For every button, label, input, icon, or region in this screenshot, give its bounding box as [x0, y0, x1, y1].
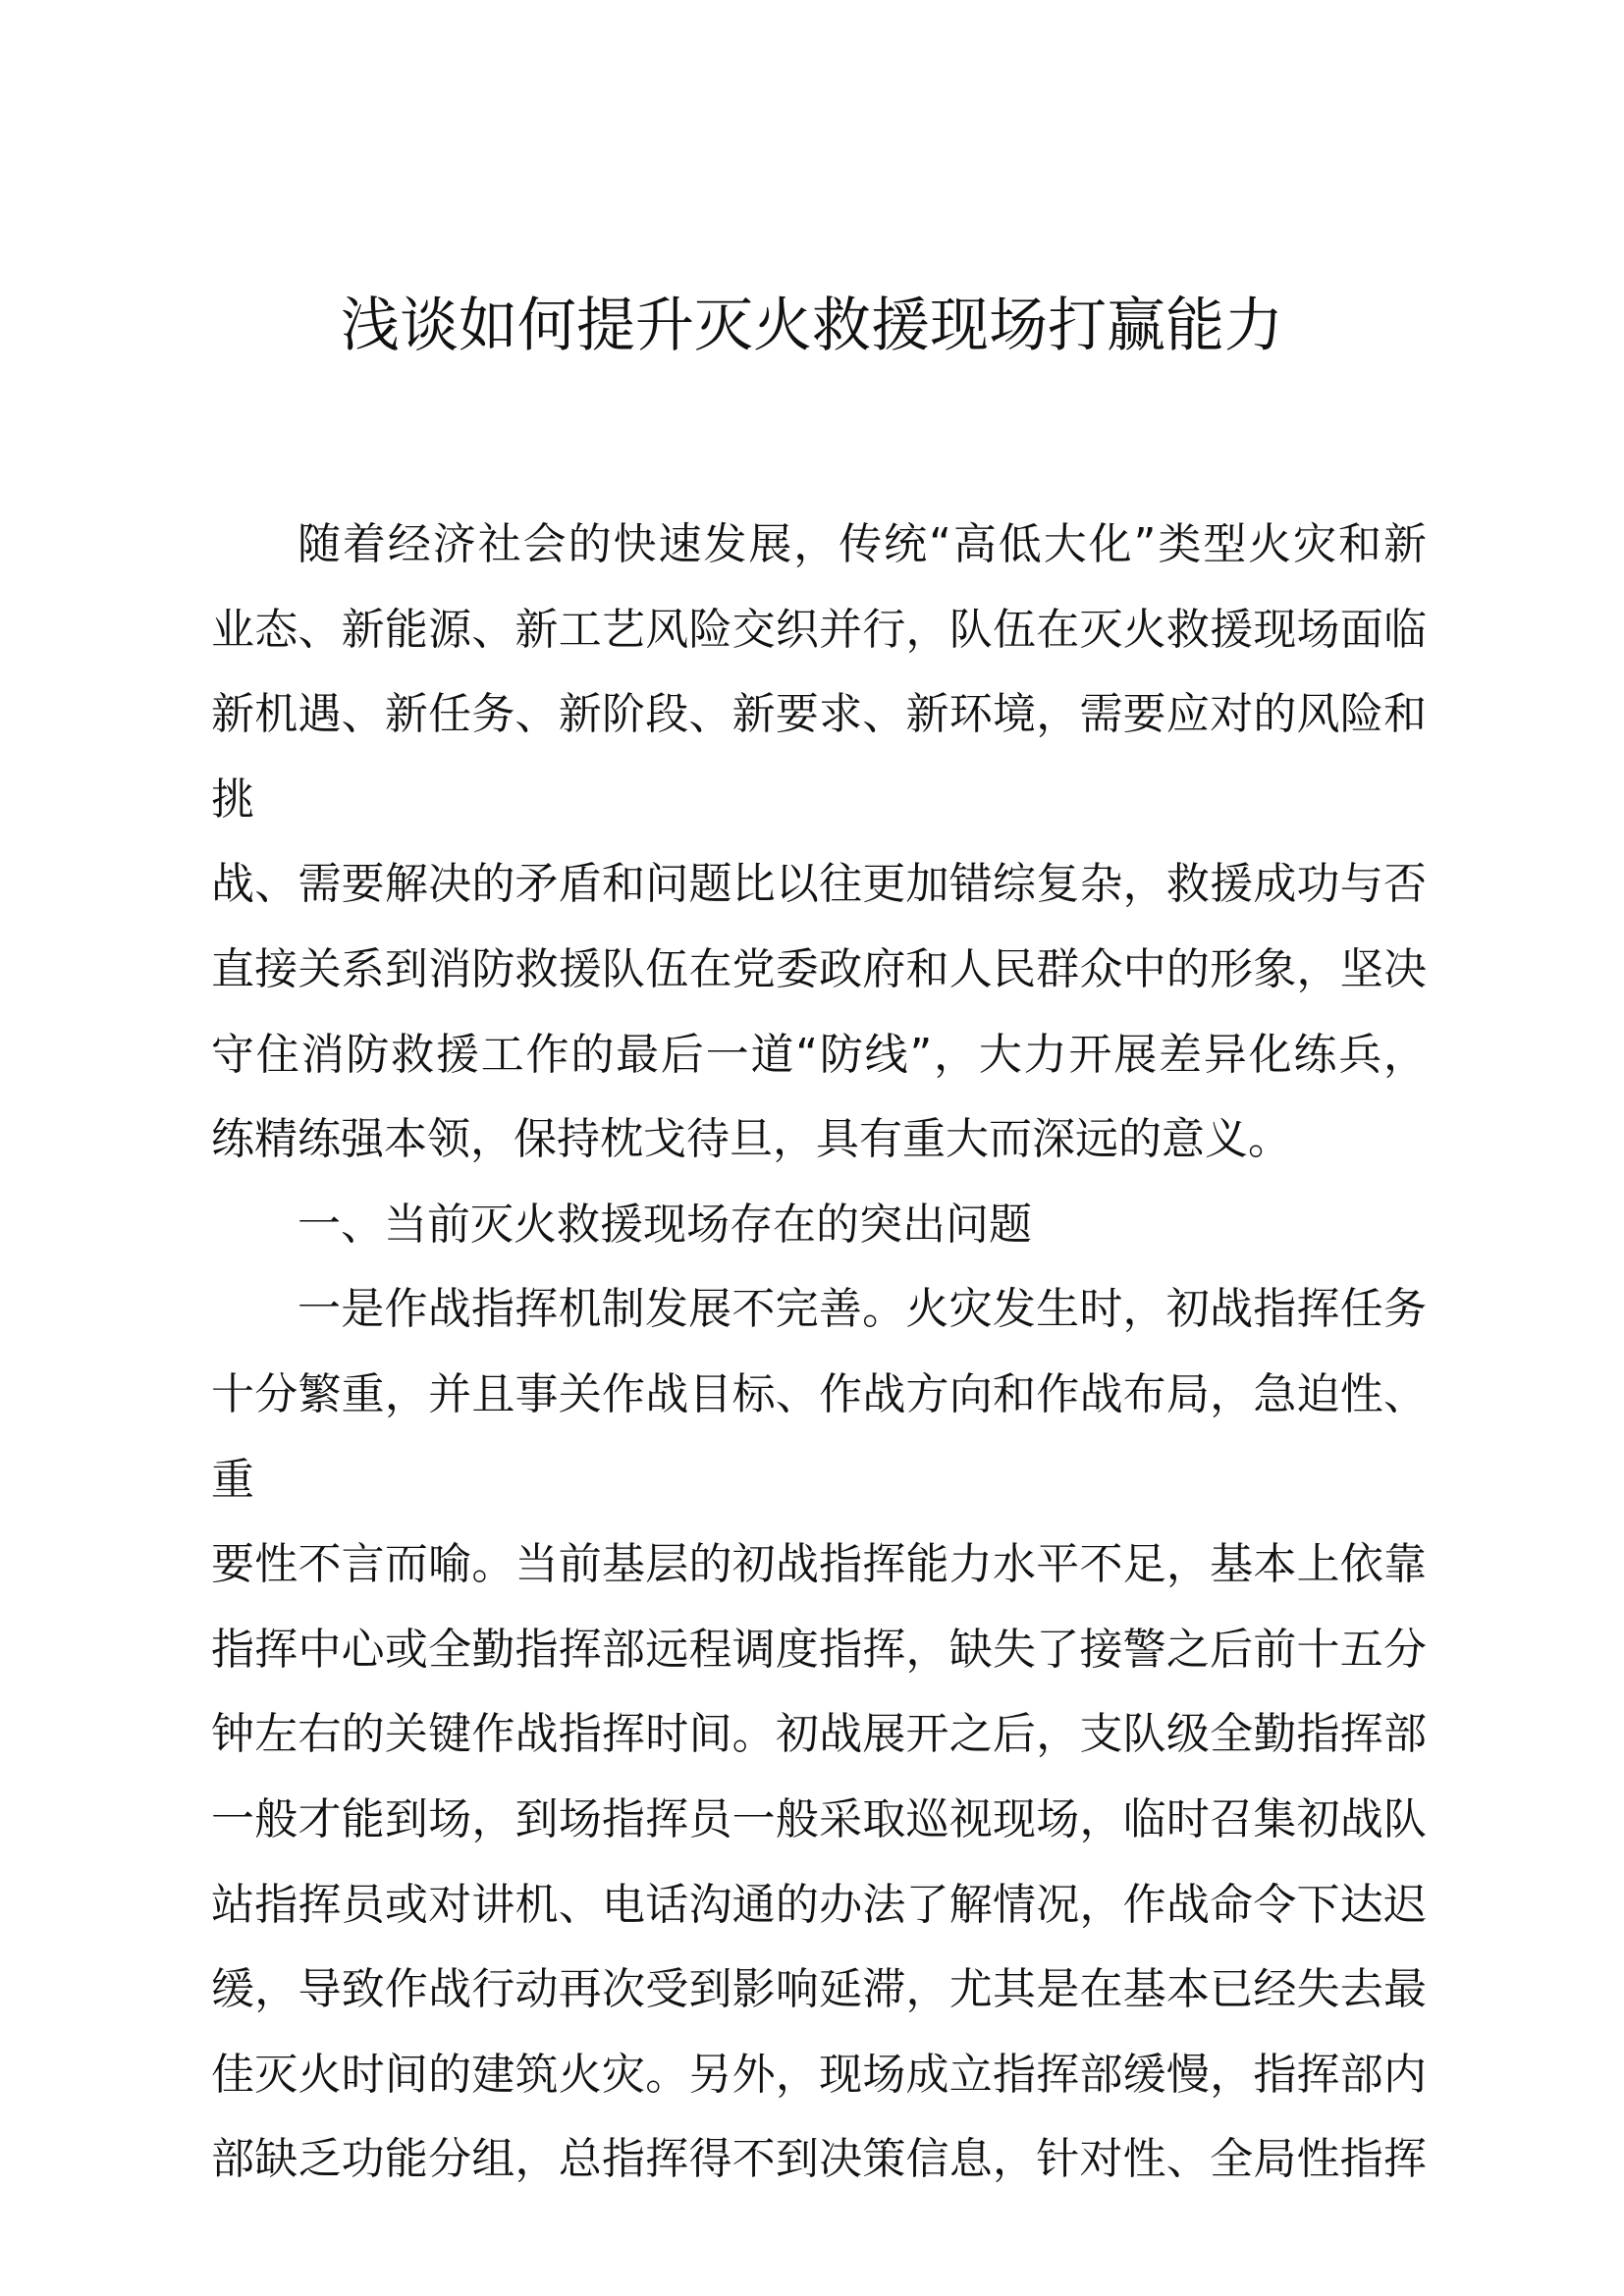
text-line: 直接关系到消防救援队伍在党委政府和人民群众中的形象，坚决 [211, 943, 1427, 994]
text-line: 部缺乏功能分组，总指挥得不到决策信息，针对性、全局性指挥 [211, 2134, 1427, 2185]
text-line: 要性不言而喻。当前基层的初战指挥能力水平不足，基本上依靠 [211, 1539, 1427, 1590]
document-body [211, 503, 1427, 2203]
text-line: 站指挥员或对讲机、电话沟通的办法了解情况，作战命令下达迟 [211, 1879, 1427, 1930]
text-line: 指挥中心或全勤指挥部远程调度指挥，缺失了接警之后前十五分 [211, 1624, 1427, 1675]
text-line: 十分繁重，并且事关作战目标、作战方向和作战布局，急迫性、重 [211, 1368, 1427, 1505]
text-line: 业态、新能源、新工艺风险交织并行，队伍在灭火救援现场面临 [211, 604, 1427, 655]
text-line: 佳灭火时间的建筑火灾。另外，现场成立指挥部缓慢，指挥部内 [211, 2049, 1427, 2100]
text-line: 钟左右的关键作战指挥时间。初战展开之后，支队级全勤指挥部 [211, 1709, 1427, 1760]
document-title: 浅谈如何提升灭火救援现场打赢能力 [341, 292, 1283, 360]
paragraph-command-mechanism [211, 1267, 1427, 2203]
text-line: 一是作战指挥机制发展不完善。火灾发生时，初战指挥任务 [298, 1284, 1427, 1335]
text-line: 一般才能到场，到场指挥员一般采取巡视现场，临时召集初战队 [211, 1793, 1427, 1844]
text-line: 练精练强本领，保持枕戈待旦，具有重大而深远的意义。 [211, 1114, 1291, 1165]
text-line: 新机遇、新任务、新阶段、新要求、新环境，需要应对的风险和挑 [211, 689, 1427, 825]
text-line: 随着经济社会的快速发展，传统“高低大化”类型火灾和新 [298, 519, 1427, 569]
text-line: 战、需要解决的矛盾和问题比以往更加错综复杂，救援成功与否 [211, 859, 1427, 910]
paragraph-intro [211, 503, 1427, 1183]
section-heading [211, 1183, 1427, 1268]
text-line: 守住消防救援工作的最后一道“防线”，大力开展差异化练兵， [211, 1029, 1427, 1080]
text-line: 缓，导致作战行动再次受到影响延滞，尤其是在基本已经失去最 [211, 1964, 1427, 2015]
heading-line: 一、当前灭火救援现场存在的突出问题 [298, 1199, 1032, 1250]
